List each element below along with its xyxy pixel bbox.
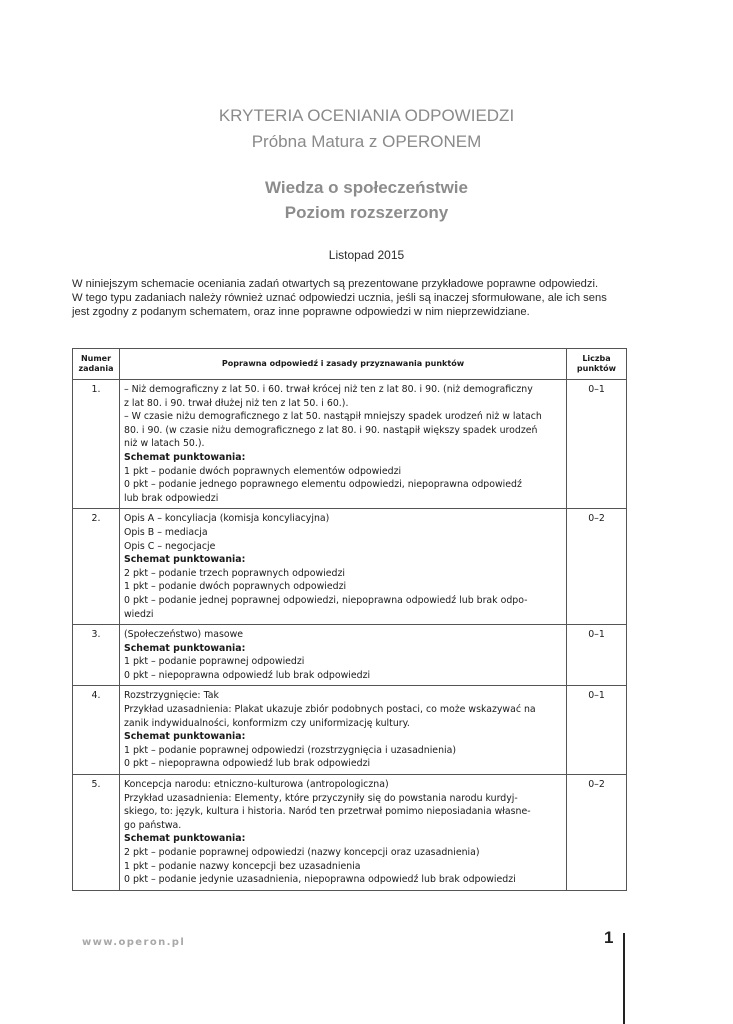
answer-line: Opis B – mediacja [124,526,208,538]
answer-line: niż w latach 50.). [124,438,205,450]
intro-line: jest zgodny z podanym schematem, oraz inne poprawne odpowiedzi w nim nieprzewidziane. [72,306,530,318]
intro-line: W tego typu zadaniach należy również uznać odpowiedzi ucznia, jeśli są inaczej sformułowane, ale ich sens [72,292,607,304]
answer-line: 1 pkt – podanie dwóch poprawnych odpowiedzi [124,581,347,593]
task-number: 3. [73,625,120,686]
answer-line: Przykład uzasadnienia: Elementy, które przyczyniły się do powstania narodu kurdyj- [124,792,518,804]
answer-line: wiedzi [124,608,154,620]
answer-cell [120,775,567,891]
points-range: 0–2 [567,509,627,625]
scoring-scheme-heading: Schemat punktowania: [124,451,246,463]
task-number: 4. [73,686,120,775]
intro-paragraph [72,277,632,319]
answer-line: 1 pkt – podanie dwóch poprawnych elementów odpowiedzi [124,465,402,477]
scoring-scheme-heading: Schemat punktowania: [124,642,246,654]
answer-cell [120,509,567,625]
answer-line: 80. i 90. (w czasie niżu demograficznego z lat 80. i 90. nastąpił większy spadek urodzeń [124,424,538,436]
footer-website-link[interactable]: www.operon.pl [82,937,186,948]
answer-line: 1 pkt – podanie poprawnej odpowiedzi [124,656,305,668]
points-range: 0–1 [567,686,627,775]
answer-line: 1 pkt – podanie nazwy koncepcji bez uzasadnienia [124,860,361,872]
points-range: 0–1 [567,380,627,509]
level-title: Poziom rozszerzony [284,203,449,222]
answer-line: – W czasie niżu demograficznego z lat 50. nastąpił mniejszy spadek urodzeń niż w latach [124,411,542,423]
answer-line: 0 pkt – niepoprawna odpowiedź lub brak odpowiedzi [124,669,371,681]
points-range: 0–2 [567,775,627,891]
subject-title: Wiedza o społeczeństwie [265,178,468,197]
answer-line: z lat 80. i 90. trwał dłużej niż ten z lat 50. i 60.). [124,397,349,409]
doc-subtitle: Próbna Matura z OPERONEM [251,132,482,151]
answer-line: skiego, to: język, kultura i historia. Naród ten przetrwał pomimo nieposiadania własne- [124,806,531,818]
answer-cell [120,380,567,509]
header-points [567,349,627,380]
answer-cell [120,686,567,775]
task-number: 1. [73,380,120,509]
page-number: 1 [604,928,614,947]
header-text: zadania [78,364,114,373]
answer-line: 2 pkt – podanie poprawnej odpowiedzi (nazwy koncepcji oraz uzasadnienia) [124,847,480,858]
table-row [73,686,627,775]
answer-line: 1 pkt – podanie poprawnej odpowiedzi (rozstrzygnięcia i uzasadnienia) [124,744,457,756]
answer-cell [120,625,567,686]
table-body [73,380,627,891]
doc-title: KRYTERIA OCENIANIA ODPOWIEDZI [218,106,515,125]
answer-line: Przykład uzasadnienia: Plakat ukazuje zbiór podobnych postaci, co może wskazywać na [124,704,536,716]
answer-line: go państwa. [124,819,182,831]
answer-line: zanik indywidualności, konformizm czy uniformizację kultury. [124,717,410,729]
header-text: punktów [576,364,617,373]
points-range: 0–1 [567,625,627,686]
task-number: 2. [73,509,120,625]
table-row [73,625,627,686]
answer-line: Rozstrzygnięcie: Tak [124,690,219,702]
answer-line: 0 pkt – podanie jedynie uzasadnienia, niepoprawna odpowiedź lub brak odpowiedzi [124,874,516,886]
answer-line: Opis A – koncyliacja (komisja koncyliacyjna) [124,513,330,525]
scoring-scheme-heading: Schemat punktowania: [124,554,246,566]
answer-line: 0 pkt – podanie jednego poprawnego elementu odpowiedzi, niepoprawna odpowiedź [124,479,522,491]
task-number: 5. [73,775,120,891]
answer-line: 2 pkt – podanie trzech poprawnych odpowiedzi [124,567,345,579]
scoring-scheme-heading: Schemat punktowania: [124,731,246,743]
answer-line: 0 pkt – niepoprawna odpowiedź lub brak odpowiedzi [124,758,371,770]
table-row [73,380,627,509]
page-divider-line [623,933,625,1024]
table-header-row [73,349,627,380]
answer-line: Koncepcja narodu: etniczno-kulturowa (antropologiczna) [124,779,389,791]
table-row [73,509,627,625]
criteria-table [72,348,627,891]
header-task-number [73,349,120,380]
header-text: Numer [80,353,112,363]
scoring-scheme-heading: Schemat punktowania: [124,833,246,845]
answer-line: – Niż demograficzny z lat 50. i 60. trwał krócej niż ten z lat 80. i 90. (niż demograficzny [124,384,533,395]
answer-line: lub brak odpowiedzi [124,492,219,504]
document-date: Listopad 2015 [328,248,405,262]
answer-line: 0 pkt – podanie jednej poprawnej odpowiedzi, niepoprawna odpowiedź lub brak odpo- [124,594,528,606]
header-answer: Poprawna odpowiedź i zasady przyznawania punktów [120,349,567,380]
answer-line: Opis C – negocjacje [124,540,216,552]
intro-line: W niniejszym schemacie oceniania zadań otwartych są prezentowane przykładowe poprawne odpowiedzi. [72,278,599,290]
answer-line: (Społeczeństwo) masowe [124,629,244,641]
table-row [73,775,627,891]
header-text: Liczba [582,353,611,363]
